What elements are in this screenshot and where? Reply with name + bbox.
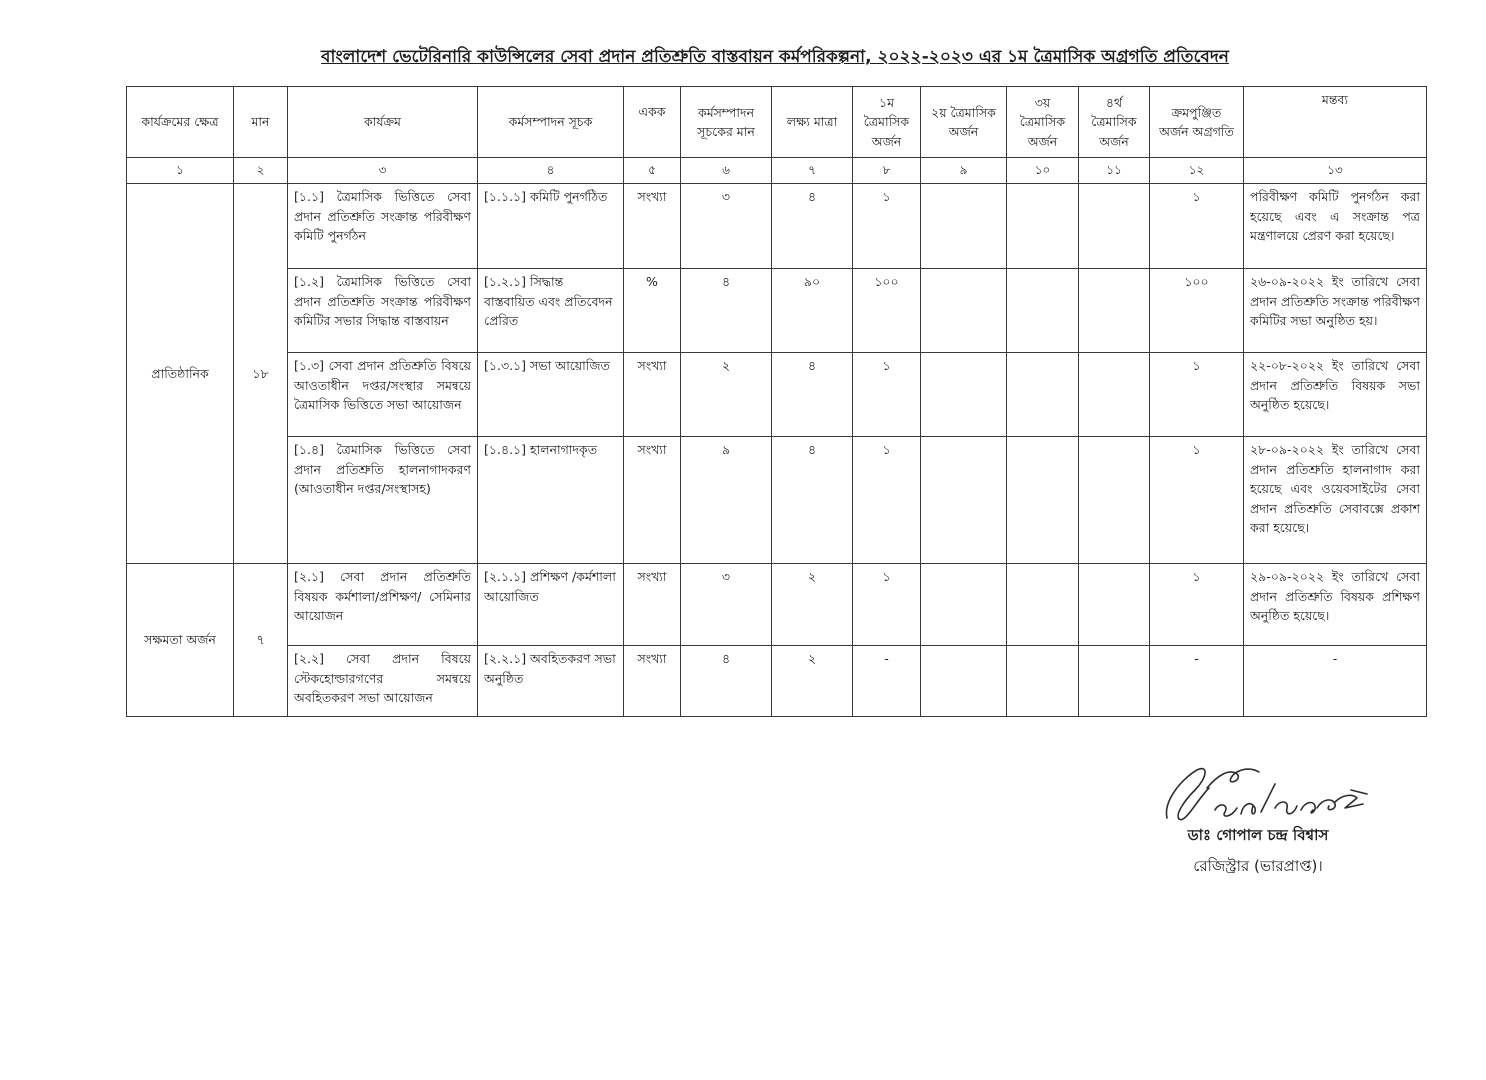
- target-cell: [772, 269, 853, 353]
- data-row: [127, 646, 1427, 717]
- weight-cell: [234, 184, 288, 564]
- cumulative-text: ১: [1192, 189, 1201, 204]
- activity-text: [২.২] সেবা প্রদান বিষয়ে স্টেকহোল্ডারগণের সমন্বয়ে অবহিতকরণ সভা আয়োজন: [294, 651, 471, 705]
- activity-text: [১.৩] সেবা প্রদান প্রতিশ্রুতি বিষয়ে আওতাধীন দপ্তর/সংস্থার সমন্বয়ে ত্রৈমাসিক ভিত্তিতে সভা আয়োজন: [294, 358, 471, 412]
- cumulative-text: ১: [1192, 569, 1201, 584]
- cumulative-text: ১: [1192, 442, 1201, 457]
- header-q1: [853, 87, 921, 158]
- indicator-weight-cell: [681, 269, 772, 353]
- indicator-weight-text: ৩: [721, 189, 731, 204]
- column-number-cell: [1007, 158, 1079, 184]
- header-q4-text: ৪র্থ ত্রৈমাসিক অর্জন: [1091, 94, 1137, 149]
- indicator-weight-text: ৪: [721, 274, 731, 289]
- area-text: সক্ষমতা অর্জন: [144, 632, 216, 648]
- header-weight-text: মান: [251, 114, 270, 130]
- q2-achievement-cell: [921, 184, 1007, 269]
- cumulative-cell: [1150, 564, 1244, 646]
- indicator-text: [১.৪.১] হালনাগাদকৃত: [484, 442, 598, 457]
- q3-achievement-cell: [1007, 269, 1079, 353]
- header-target-text: লক্ষ্য মাত্রা: [786, 114, 838, 130]
- target-text: ৪: [807, 358, 817, 373]
- data-row: [127, 269, 1427, 353]
- signatory-designation: রেজিস্ট্রার (ভারপ্রাপ্ত)।: [1193, 857, 1323, 875]
- header-indicator: [478, 87, 624, 158]
- indicator-text: [২.১.১] প্রশিক্ষণ /কর্মশালা আয়োজিত: [484, 569, 616, 604]
- q3-achievement-cell: [1007, 437, 1079, 564]
- header-indicator-weight-text: কর্মসম্পাদন সূচকের মান: [697, 104, 755, 139]
- unit-text: সংখ্যা: [637, 442, 667, 457]
- column-number: ১২: [1188, 163, 1205, 177]
- indicator-cell: [478, 437, 624, 564]
- remarks-cell: [1244, 269, 1427, 353]
- q2-achievement-cell: [921, 564, 1007, 646]
- q2-achievement-cell: [921, 646, 1007, 717]
- q4-achievement-cell: [1079, 269, 1150, 353]
- cumulative-text: ১: [1192, 358, 1201, 373]
- q1-achievement-cell: [853, 269, 921, 353]
- target-text: ৯০: [803, 274, 821, 289]
- weight-text: ৭: [256, 632, 265, 648]
- remarks-cell: [1244, 437, 1427, 564]
- header-indicator-text: কর্মসম্পাদন সূচক: [508, 114, 593, 130]
- indicator-weight-text: ৩: [721, 569, 731, 584]
- column-number: ৬: [722, 163, 730, 177]
- header-q1-text: ১ম ত্রৈমাসিক অর্জন: [863, 94, 910, 149]
- column-number: ৮: [882, 163, 891, 177]
- activity-text: [১.১] ত্রৈমাসিক ভিত্তিতে সেবা প্রদান প্রতিশ্রুতি সংক্রান্ত পরিবীক্ষণ কমিটি পুনর্গঠন: [294, 189, 471, 243]
- header-unit-text: একক: [638, 104, 666, 119]
- activity-cell: [288, 646, 478, 717]
- column-number-cell: [681, 158, 772, 184]
- signatory-name: ডাঃ গোপাল চন্দ্র বিশ্বাস: [1187, 826, 1329, 844]
- unit-text: %: [646, 274, 658, 289]
- column-number-row: [127, 158, 1427, 184]
- remarks-text: পরিবীক্ষণ কমিটি পুনর্গঠন করা হয়েছে এবং এ সংক্রান্ত পত্র মন্ত্রণালয়ে প্রেরণ করা হয়েছে।: [1250, 189, 1420, 243]
- indicator-cell: [478, 564, 624, 646]
- target-cell: [772, 646, 853, 717]
- remarks-cell: [1244, 353, 1427, 437]
- indicator-cell: [478, 353, 624, 437]
- cumulative-text: ১০০: [1184, 274, 1209, 289]
- unit-cell: [624, 269, 681, 353]
- indicator-weight-cell: [681, 646, 772, 717]
- cumulative-cell: [1150, 184, 1244, 269]
- target-text: ২: [807, 569, 817, 584]
- header-remarks: [1244, 87, 1427, 158]
- unit-cell: [624, 353, 681, 437]
- column-number: ১৩: [1327, 163, 1343, 177]
- q3-achievement-cell: [1007, 564, 1079, 646]
- q3-achievement-cell: [1007, 353, 1079, 437]
- q1-achievement-text: ১: [882, 442, 891, 457]
- header-indicator-weight: [681, 87, 772, 158]
- header-q2: [921, 87, 1007, 158]
- weight-text: ১৮: [252, 365, 269, 381]
- remarks-text: ২২-০৮-২০২২ ইং তারিখে সেবা প্রদান প্রতিশ্রুতি বিষয়ক সভা অনুষ্ঠিত হয়েছে।: [1250, 358, 1420, 412]
- target-text: ৪: [807, 189, 817, 204]
- indicator-cell: [478, 184, 624, 269]
- q4-achievement-cell: [1079, 184, 1150, 269]
- column-number-cell: [288, 158, 478, 184]
- column-number-cell: [1244, 158, 1427, 184]
- header-cumulative: [1150, 87, 1244, 158]
- activity-cell: [288, 437, 478, 564]
- q2-achievement-cell: [921, 437, 1007, 564]
- target-cell: [772, 353, 853, 437]
- indicator-weight-cell: [681, 437, 772, 564]
- unit-text: সংখ্যা: [637, 358, 667, 373]
- q1-achievement-text: ১: [882, 189, 891, 204]
- header-q2-text: ২য় ত্রৈমাসিক অর্জন: [931, 104, 996, 139]
- indicator-text: [১.৩.১] সভা আয়োজিত: [484, 358, 610, 373]
- data-row: [127, 564, 1427, 646]
- indicator-weight-cell: [681, 564, 772, 646]
- weight-cell: [234, 564, 288, 717]
- header-activity-text: কার্যক্রম: [364, 114, 401, 130]
- header-weight: [234, 87, 288, 158]
- header-q3: [1007, 87, 1079, 158]
- q4-achievement-cell: [1079, 353, 1150, 437]
- remarks-text: ২৮-০৯-২০২২ ইং তারিখে সেবা প্রদান প্রতিশ্রুতি হালনাগাদ করা হয়েছে এবং ওয়েবসাইটের সেবা প্রদান প্রতিশ্রুতি সেবাবক্সে প্রকাশ করা হয়েছে।: [1250, 442, 1420, 535]
- header-remarks-text: মন্তব্য: [1321, 92, 1349, 107]
- report-title: বাংলাদেশ ভেটেরিনারি কাউন্সিলের সেবা প্রদান প্রতিশ্রুতি বাস্তবায়ন কর্মপরিকল্পনা, ২০২২-২০২৩ এর ১ম ত্রৈমাসিক অগ্রগতি প্রতিবেদন: [321, 47, 1229, 67]
- column-number-cell: [921, 158, 1007, 184]
- column-number: ২: [256, 163, 265, 177]
- unit-text: সংখ্যা: [637, 569, 667, 584]
- q3-achievement-cell: [1007, 646, 1079, 717]
- indicator-cell: [478, 646, 624, 717]
- column-number: ৪: [546, 163, 555, 177]
- area-cell: [127, 184, 234, 564]
- indicator-text: [১.১.১] কমিটি পুনর্গঠিত: [484, 189, 608, 204]
- unit-text: সংখ্যা: [637, 189, 667, 204]
- column-number-cell: [853, 158, 921, 184]
- q2-achievement-cell: [921, 269, 1007, 353]
- column-number: ১১: [1106, 163, 1122, 177]
- column-number: ৯: [959, 163, 968, 177]
- remarks-text: ২৯-০৯-২০২২ ইং তারিখে সেবা প্রদান প্রতিশ্রুতি বিষয়ক প্রশিক্ষণ অনুষ্ঠিত হয়েছে।: [1250, 569, 1420, 623]
- q1-achievement-cell: [853, 646, 921, 717]
- unit-cell: [624, 564, 681, 646]
- q1-achievement-cell: [853, 564, 921, 646]
- column-number: ১: [176, 163, 184, 177]
- unit-cell: [624, 184, 681, 269]
- activity-cell: [288, 564, 478, 646]
- q3-achievement-cell: [1007, 184, 1079, 269]
- column-number-cell: [1079, 158, 1150, 184]
- column-number: ৭: [808, 163, 816, 177]
- activity-cell: [288, 269, 478, 353]
- cumulative-cell: [1150, 353, 1244, 437]
- unit-cell: [624, 646, 681, 717]
- header-cumulative-text: ক্রমপুঞ্জিত অর্জন অগ্রগতি: [1159, 104, 1234, 139]
- activity-text: [১.২] ত্রৈমাসিক ভিত্তিতে সেবা প্রদান প্রতিশ্রুতি সংক্রান্ত পরিবীক্ষণ কমিটির সভার সিদ্ধান্ত বাস্তবায়ন: [294, 274, 471, 328]
- column-number-cell: [772, 158, 853, 184]
- cumulative-text: -: [1194, 651, 1199, 666]
- target-cell: [772, 437, 853, 564]
- remarks-cell: [1244, 564, 1427, 646]
- remarks-text: ২৬-০৯-২০২২ ইং তারিখে সেবা প্রদান প্রতিশ্রুতি সংক্রান্ত পরিবীক্ষণ কমিটির সভা অনুষ্ঠিত হয়।: [1250, 274, 1420, 328]
- header-target: [772, 87, 853, 158]
- indicator-text: [১.২.১] সিদ্ধান্ত বাস্তবায়িত এবং প্রতিবেদন প্রেরিত: [484, 274, 613, 328]
- q4-achievement-cell: [1079, 646, 1150, 717]
- indicator-text: [২.২.১] অবহিতকরণ সভা অনুষ্ঠিত: [484, 651, 616, 686]
- indicator-weight-text: ৯: [721, 442, 731, 457]
- target-text: ৪: [807, 442, 817, 457]
- column-number-cell: [1150, 158, 1244, 184]
- remarks-text: -: [1332, 651, 1338, 666]
- activity-text: [২.১] সেবা প্রদান প্রতিশ্রুতি বিষয়ক কর্মশালা/প্রশিক্ষণ/ সেমিনার আয়োজন: [294, 569, 471, 623]
- header-q3-text: ৩য় ত্রৈমাসিক অর্জন: [1019, 94, 1066, 149]
- activity-cell: [288, 353, 478, 437]
- q4-achievement-cell: [1079, 437, 1150, 564]
- area-text: প্রাতিষ্ঠানিক: [151, 365, 209, 381]
- header-area: [127, 87, 234, 158]
- header-activity: [288, 87, 478, 158]
- cumulative-cell: [1150, 269, 1244, 353]
- column-number: ১০: [1034, 163, 1051, 177]
- column-number: ৫: [648, 163, 656, 177]
- activity-text: [১.৪] ত্রৈমাসিক ভিত্তিতে সেবা প্রদান প্রতিশ্রুতি হালনাগাদকরণ (আওতাধীন দপ্তর/সংস্থাসহ): [294, 442, 471, 496]
- indicator-weight-cell: [681, 184, 772, 269]
- column-number-cell: [624, 158, 681, 184]
- header-row: [127, 87, 1427, 158]
- data-row: [127, 353, 1427, 437]
- unit-cell: [624, 437, 681, 564]
- target-cell: [772, 184, 853, 269]
- remarks-cell: [1244, 646, 1427, 717]
- q1-achievement-text: ১: [882, 569, 891, 584]
- column-number: ৩: [378, 163, 387, 177]
- column-number-cell: [478, 158, 624, 184]
- q1-achievement-cell: [853, 437, 921, 564]
- q1-achievement-text: ১: [882, 358, 891, 373]
- q1-achievement-text: -: [884, 651, 889, 666]
- target-text: ২: [807, 651, 817, 666]
- handwritten-signature: [1155, 756, 1375, 830]
- cumulative-cell: [1150, 646, 1244, 717]
- cumulative-cell: [1150, 437, 1244, 564]
- header-area-text: কার্যক্রমের ক্ষেত্র: [141, 114, 219, 130]
- q1-achievement-cell: [853, 184, 921, 269]
- indicator-weight-cell: [681, 353, 772, 437]
- column-number-cell: [127, 158, 234, 184]
- data-row: [127, 437, 1427, 564]
- column-number-cell: [234, 158, 288, 184]
- remarks-cell: [1244, 184, 1427, 269]
- header-q4: [1079, 87, 1150, 158]
- unit-text: সংখ্যা: [637, 651, 667, 666]
- q2-achievement-cell: [921, 353, 1007, 437]
- activity-cell: [288, 184, 478, 269]
- q1-achievement-cell: [853, 353, 921, 437]
- header-unit: [624, 87, 681, 158]
- data-row: [127, 184, 1427, 269]
- target-cell: [772, 564, 853, 646]
- q1-achievement-text: ১০০: [874, 274, 899, 289]
- indicator-cell: [478, 269, 624, 353]
- progress-report-table: [126, 86, 1427, 717]
- indicator-weight-text: ৪: [721, 651, 731, 666]
- indicator-weight-text: ২: [721, 358, 731, 373]
- q4-achievement-cell: [1079, 564, 1150, 646]
- area-cell: [127, 564, 234, 717]
